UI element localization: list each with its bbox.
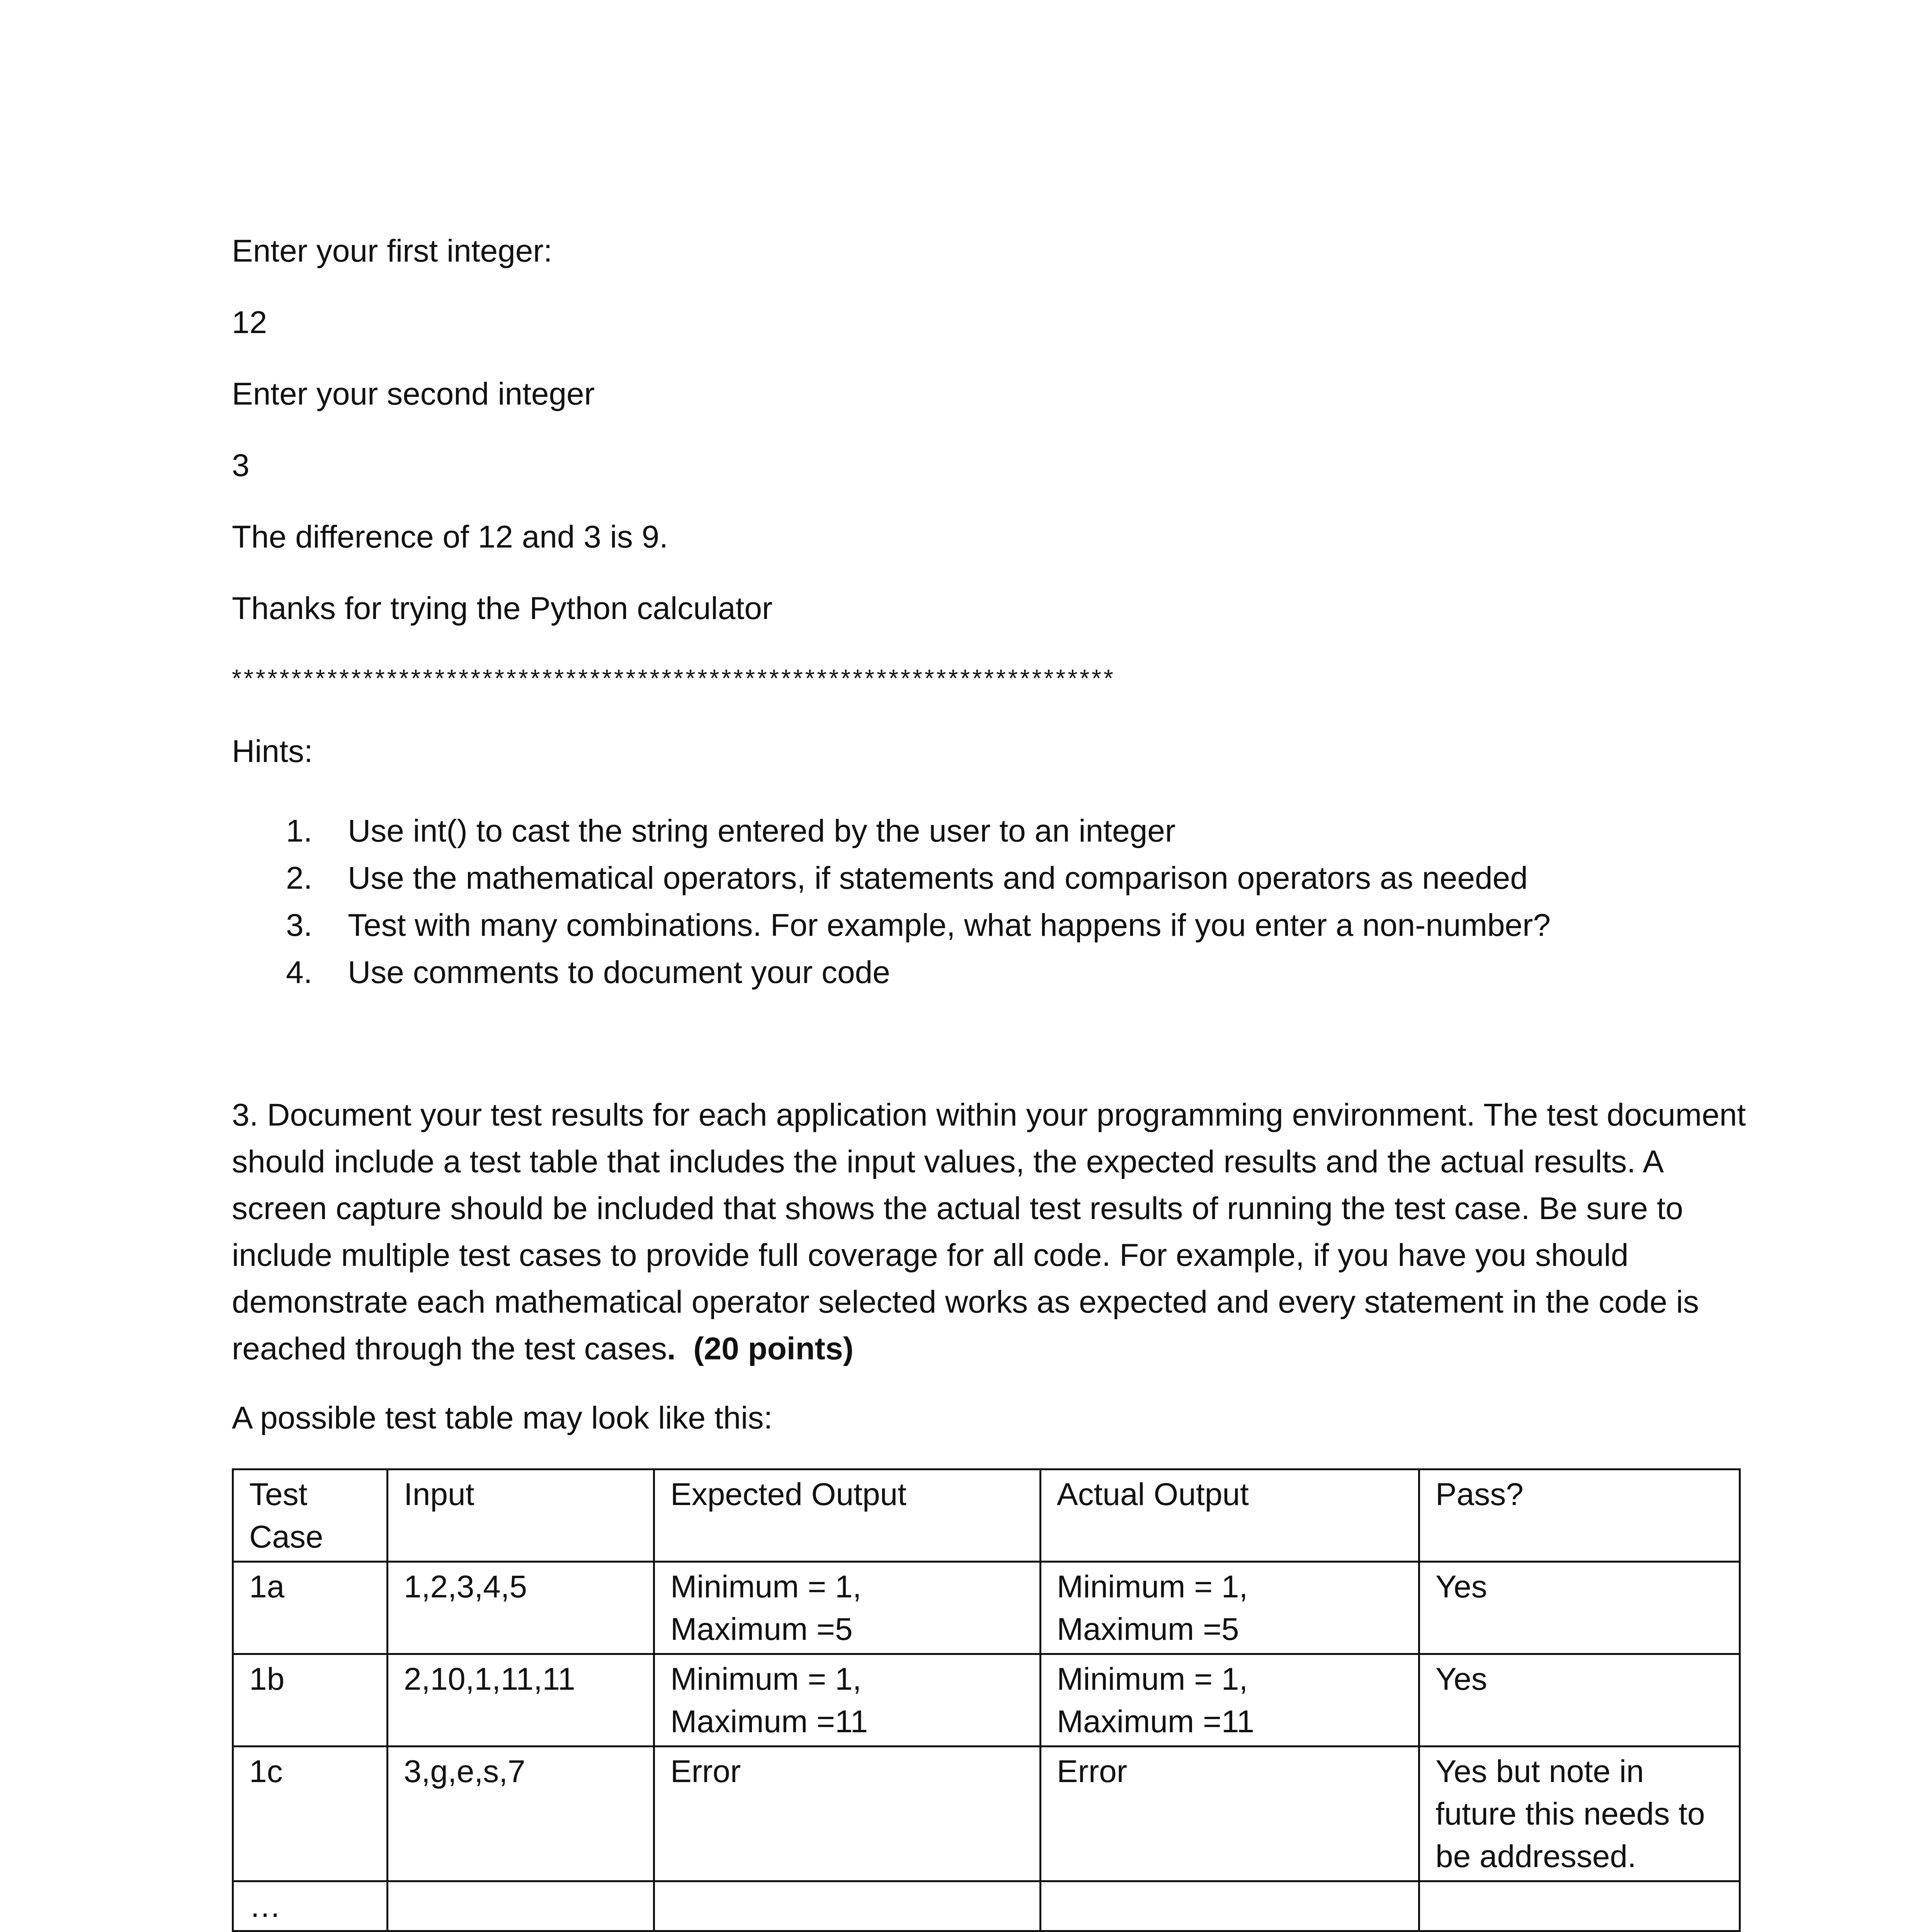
table-header-row [233, 1469, 1740, 1562]
cell-case: 1a [233, 1562, 388, 1654]
table-row [233, 1747, 1740, 1881]
header-pass: Pass? [1419, 1469, 1740, 1562]
value-second-integer: 3 [232, 448, 250, 483]
cell-case: 1b [233, 1654, 388, 1747]
cell-empty [1041, 1881, 1419, 1931]
hint-text: Use comments to document your code [348, 955, 890, 990]
cell-empty [1419, 1881, 1740, 1931]
table-row [233, 1654, 1740, 1747]
prompt-first-integer: Enter your first integer: [232, 233, 553, 269]
hint-number: 3. [286, 908, 313, 943]
table-row [233, 1562, 1740, 1654]
cell-ellipsis: … [233, 1881, 388, 1931]
task3-points: (20 points) [693, 1331, 854, 1366]
header-expected-output: Expected Output [654, 1469, 1041, 1562]
cell-pass: Yes [1419, 1562, 1740, 1654]
header-input: Input [388, 1469, 654, 1562]
header-test-case: Test Case [233, 1469, 388, 1562]
value-first-integer: 12 [232, 305, 267, 340]
hint-text: Use the mathematical operators, if statements and comparison operators as needed [348, 861, 1528, 896]
cell-expected: Minimum = 1, Maximum =5 [654, 1562, 1041, 1654]
task3-text: 3. Document your test results for each application within your programming environment. The test document should include a test table that includes the input values, the expected results and the actual results. A screen capture should be included that shows the actual test results of running the test case. Be sure to include multiple test cases to provide full coverage for all code. For example, if you have you should demonstrate each mathematical operator selected works as expected and every statement in the code is reached through the test cases [232, 1097, 1746, 1366]
cell-pass: Yes [1419, 1654, 1740, 1747]
prompt-second-integer: Enter your second integer [232, 376, 595, 412]
cell-empty [388, 1881, 654, 1931]
cell-actual: Error [1041, 1747, 1419, 1881]
result-line: The difference of 12 and 3 is 9. [232, 519, 668, 554]
hint-number: 2. [286, 861, 313, 896]
table-intro: A possible test table may look like this: [232, 1400, 773, 1435]
hints-list [232, 808, 1551, 996]
thanks-line: Thanks for trying the Python calculator [232, 591, 773, 626]
hint-number: 1. [286, 813, 313, 849]
cell-case: 1c [233, 1747, 388, 1881]
hint-item [232, 949, 1551, 996]
hints-title: Hints: [232, 734, 313, 769]
cell-input: 2,10,1,11,11 [388, 1654, 654, 1747]
table-row-ellipsis [233, 1881, 1740, 1931]
hint-text: Use int() to cast the string entered by the user to an integer [348, 813, 1176, 849]
cell-expected: Minimum = 1, Maximum =11 [654, 1654, 1041, 1747]
header-actual-output: Actual Output [1041, 1469, 1419, 1562]
hint-item [232, 808, 1551, 855]
hint-text: Test with many combinations. For example, what happens if you enter a non-number? [348, 908, 1551, 943]
task3-paragraph [232, 1092, 1750, 1372]
cell-pass: Yes but note in future this needs to be addressed. [1419, 1747, 1740, 1881]
test-table [232, 1468, 1741, 1932]
separator-line: ************************************************************************** [232, 664, 1116, 692]
cell-actual: Minimum = 1, Maximum =5 [1041, 1562, 1419, 1654]
hint-number: 4. [286, 955, 313, 990]
hint-item [232, 855, 1551, 902]
cell-actual: Minimum = 1, Maximum =11 [1041, 1654, 1419, 1747]
cell-empty [654, 1881, 1041, 1931]
cell-input: 1,2,3,4,5 [388, 1562, 654, 1654]
task3-period: . [667, 1331, 676, 1366]
cell-expected: Error [654, 1747, 1041, 1881]
hint-item [232, 902, 1551, 949]
cell-input: 3,g,e,s,7 [388, 1747, 654, 1881]
